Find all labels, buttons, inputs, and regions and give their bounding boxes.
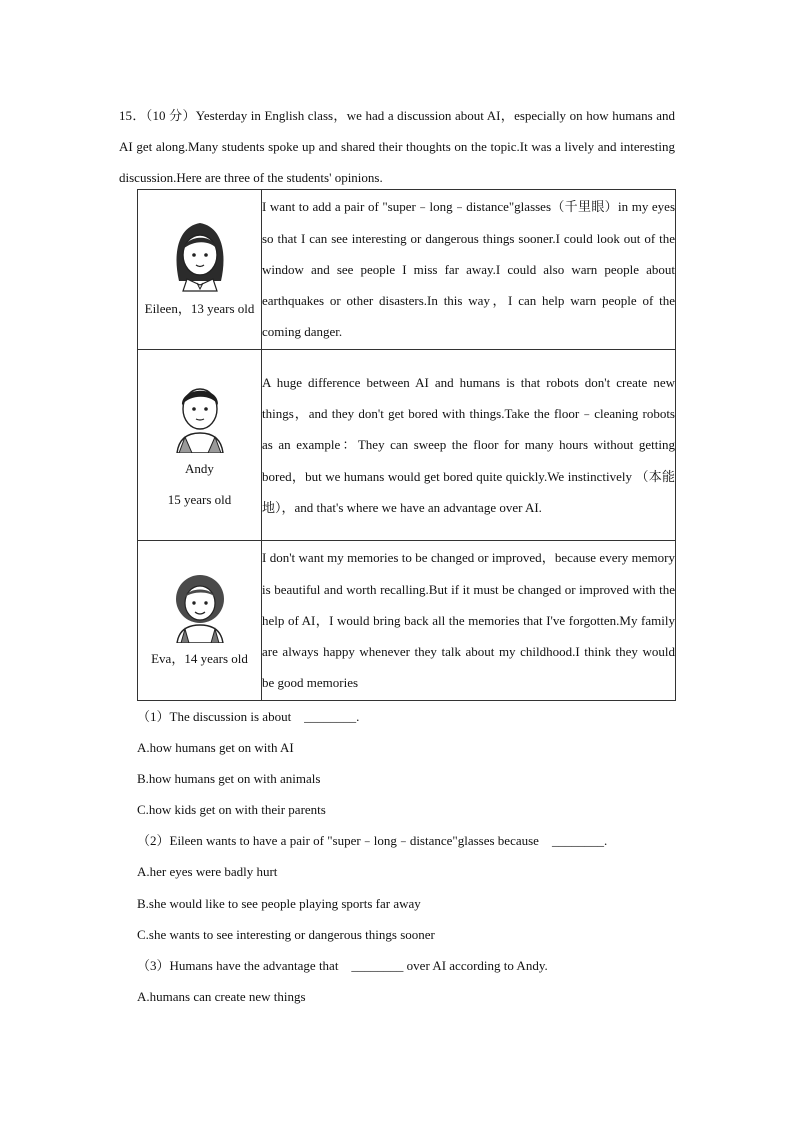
boy-avatar-icon	[165, 375, 235, 453]
opinion-cell-eva: I don't want my memories to be changed or improved，because every memory is beautiful and worth recalling.But if it must be changed or improved with the help of AI，I would bring back all the memories that I've forgotten.My family are always happy whenever they talk about my childhood.I think they would be good memories	[262, 541, 676, 701]
question-15-intro	[119, 100, 675, 193]
opinion-cell-eileen: I want to add a pair of "super﹣long﹣distance"glasses（千里眼）in my eyes so that I can see interesting or dangerous things sooner.I could look out of the window and see people I miss far away.I could also warn people about earthquakes or other disasters.In this way，I can help warn people of the coming danger.	[262, 190, 676, 350]
question-number: 15．	[119, 108, 146, 123]
girl-curly-avatar-icon	[165, 567, 235, 643]
student-cell-andy	[138, 350, 262, 541]
table-row	[138, 541, 676, 701]
student-cell-eileen	[138, 190, 262, 350]
girl-avatar-icon	[165, 215, 235, 293]
question-points: （10 分）	[145, 108, 196, 123]
student-age-andy: 15 years old	[167, 492, 232, 507]
subquestion-1-stem: （1）The discussion is about ________.	[137, 709, 360, 724]
student-name-andy: Andy	[185, 461, 214, 476]
subquestion-1-option-b: B.how humans get on with animals	[137, 771, 321, 786]
student-name-eileen: Eileen，13 years old	[144, 301, 255, 316]
subquestion-2-option-c: C.she wants to see interesting or dangerous things sooner	[137, 927, 435, 942]
subquestion-3-stem: （3）Humans have the advantage that ________ over AI according to Andy.	[137, 958, 548, 973]
subquestion-1-option-a: A.how humans get on with AI	[137, 740, 294, 755]
opinion-cell-andy: A huge difference between AI and humans is that robots don't create new things，and they don't get bored with things.Take the floor﹣cleaning robots as an example：They can sweep the floor for many hours without getting bored，but we humans would get bored quite quickly.We instinctively （本能地），and that's where we have an advantage over AI.	[262, 350, 676, 541]
opinions-table	[137, 189, 676, 701]
question-intro-text: Yesterday in English class，we had a discussion about AI，especially on how humans and AI get along.Many students spoke up and shared their thoughts on the topic.It was a lively and interesting discussion.Here are three of the students' opinions.	[119, 108, 675, 185]
subquestion-2-stem: （2）Eileen wants to have a pair of "super﹣long﹣distance"glasses because ________.	[137, 833, 608, 848]
subquestion-2-option-a: A.her eyes were badly hurt	[137, 864, 278, 879]
table-row	[138, 350, 676, 541]
subquestion-2-option-b: B.she would like to see people playing sports far away	[137, 896, 421, 911]
subquestion-1-option-c: C.how kids get on with their parents	[137, 802, 326, 817]
student-cell-eva	[138, 541, 262, 701]
table-row	[138, 190, 676, 350]
student-name-eva: Eva，14 years old	[151, 651, 248, 666]
subquestion-3-option-a: A.humans can create new things	[137, 989, 306, 1004]
